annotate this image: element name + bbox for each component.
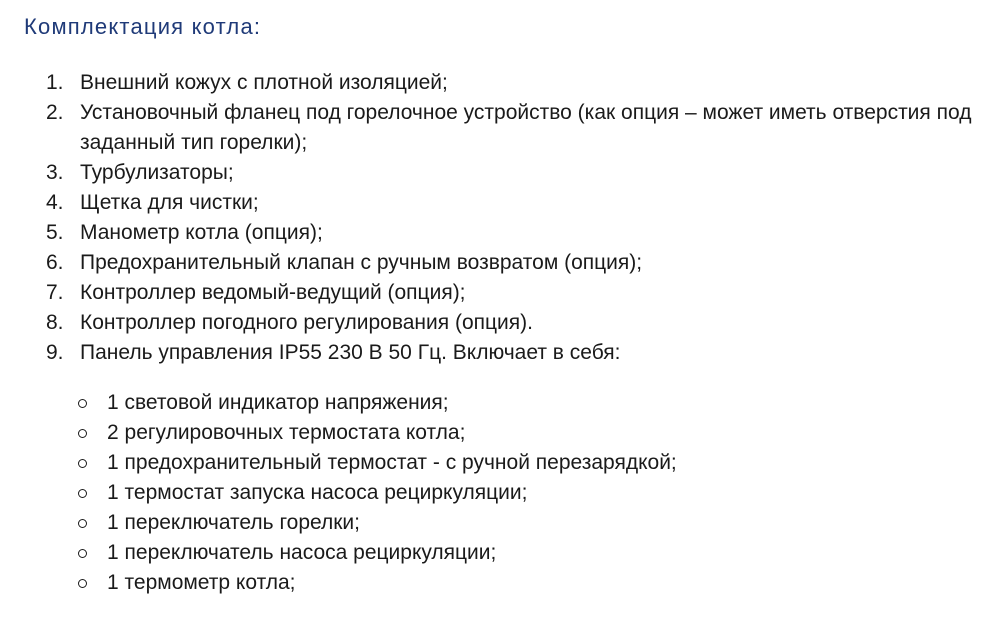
- circle-bullet-icon: [78, 549, 87, 558]
- list-item-number: 2.: [46, 101, 64, 124]
- list-item-text: Контроллер ведомый-ведущий (опция);: [80, 281, 466, 304]
- list-item-text: Панель управления IP55 230 В 50 Гц. Включает в себя:: [80, 341, 621, 364]
- section-heading: Комплектация котла:: [24, 14, 262, 39]
- list-item: [0, 308, 1000, 338]
- circle-bullet-icon: [78, 579, 87, 588]
- circle-bullet-icon: [78, 399, 87, 408]
- circle-bullet-icon: [78, 519, 87, 528]
- list-item: [0, 68, 1000, 98]
- list-item-number: 3.: [46, 161, 64, 184]
- list-item: [0, 278, 1000, 308]
- list-item-number: 4.: [46, 191, 64, 214]
- list-item-text: Внешний кожух с плотной изоляцией;: [80, 71, 448, 94]
- list-item-number: 9.: [46, 341, 64, 364]
- list-item-number: 7.: [46, 281, 64, 304]
- sub-list-item: [0, 508, 1000, 538]
- list-item: [0, 218, 1000, 248]
- list-item-number: 5.: [46, 221, 64, 244]
- sub-list-item-text: 1 переключатель насоса рециркуляции;: [107, 541, 497, 564]
- sub-list-item: [0, 568, 1000, 598]
- list-item-number: 1.: [46, 71, 64, 94]
- list-item-text: Турбулизаторы;: [80, 161, 234, 184]
- sub-list-item-text: 1 световой индикатор напряжения;: [107, 391, 449, 414]
- list-item: [0, 338, 1000, 368]
- sub-list-item: [0, 418, 1000, 448]
- sub-list-item: [0, 448, 1000, 478]
- list-item: [0, 98, 1000, 158]
- list-item-number: 8.: [46, 311, 64, 334]
- list-item: [0, 188, 1000, 218]
- sub-list-item-text: 2 регулировочных термостата котла;: [107, 421, 466, 444]
- list-item-text: Манометр котла (опция);: [80, 221, 323, 244]
- circle-bullet-icon: [78, 429, 87, 438]
- list-item: [0, 248, 1000, 278]
- sub-list-item: [0, 538, 1000, 568]
- sub-list-item: [0, 478, 1000, 508]
- sub-list-item: [0, 388, 1000, 418]
- sub-list-item-text: 1 предохранительный термостат - с ручной перезарядкой;: [107, 451, 677, 474]
- list-item-text: Установочный фланец под горелочное устройство (как опция – может иметь отверстия под заданный тип горелки);: [80, 101, 972, 154]
- list-item-text: Контроллер погодного регулирования (опция).: [80, 311, 533, 334]
- sub-list-item-text: 1 термостат запуска насоса рециркуляции;: [107, 481, 528, 504]
- sub-list-item-text: 1 переключатель горелки;: [107, 511, 360, 534]
- list-item-text: Предохранительный клапан с ручным возвратом (опция);: [80, 251, 643, 274]
- list-item: [0, 158, 1000, 188]
- list-item-number: 6.: [46, 251, 64, 274]
- control-panel-components-list: [0, 388, 1000, 598]
- circle-bullet-icon: [78, 459, 87, 468]
- sub-list-item-text: 1 термометр котла;: [107, 571, 296, 594]
- list-item-text: Щетка для чистки;: [80, 191, 259, 214]
- equipment-list: [0, 68, 1000, 368]
- circle-bullet-icon: [78, 489, 87, 498]
